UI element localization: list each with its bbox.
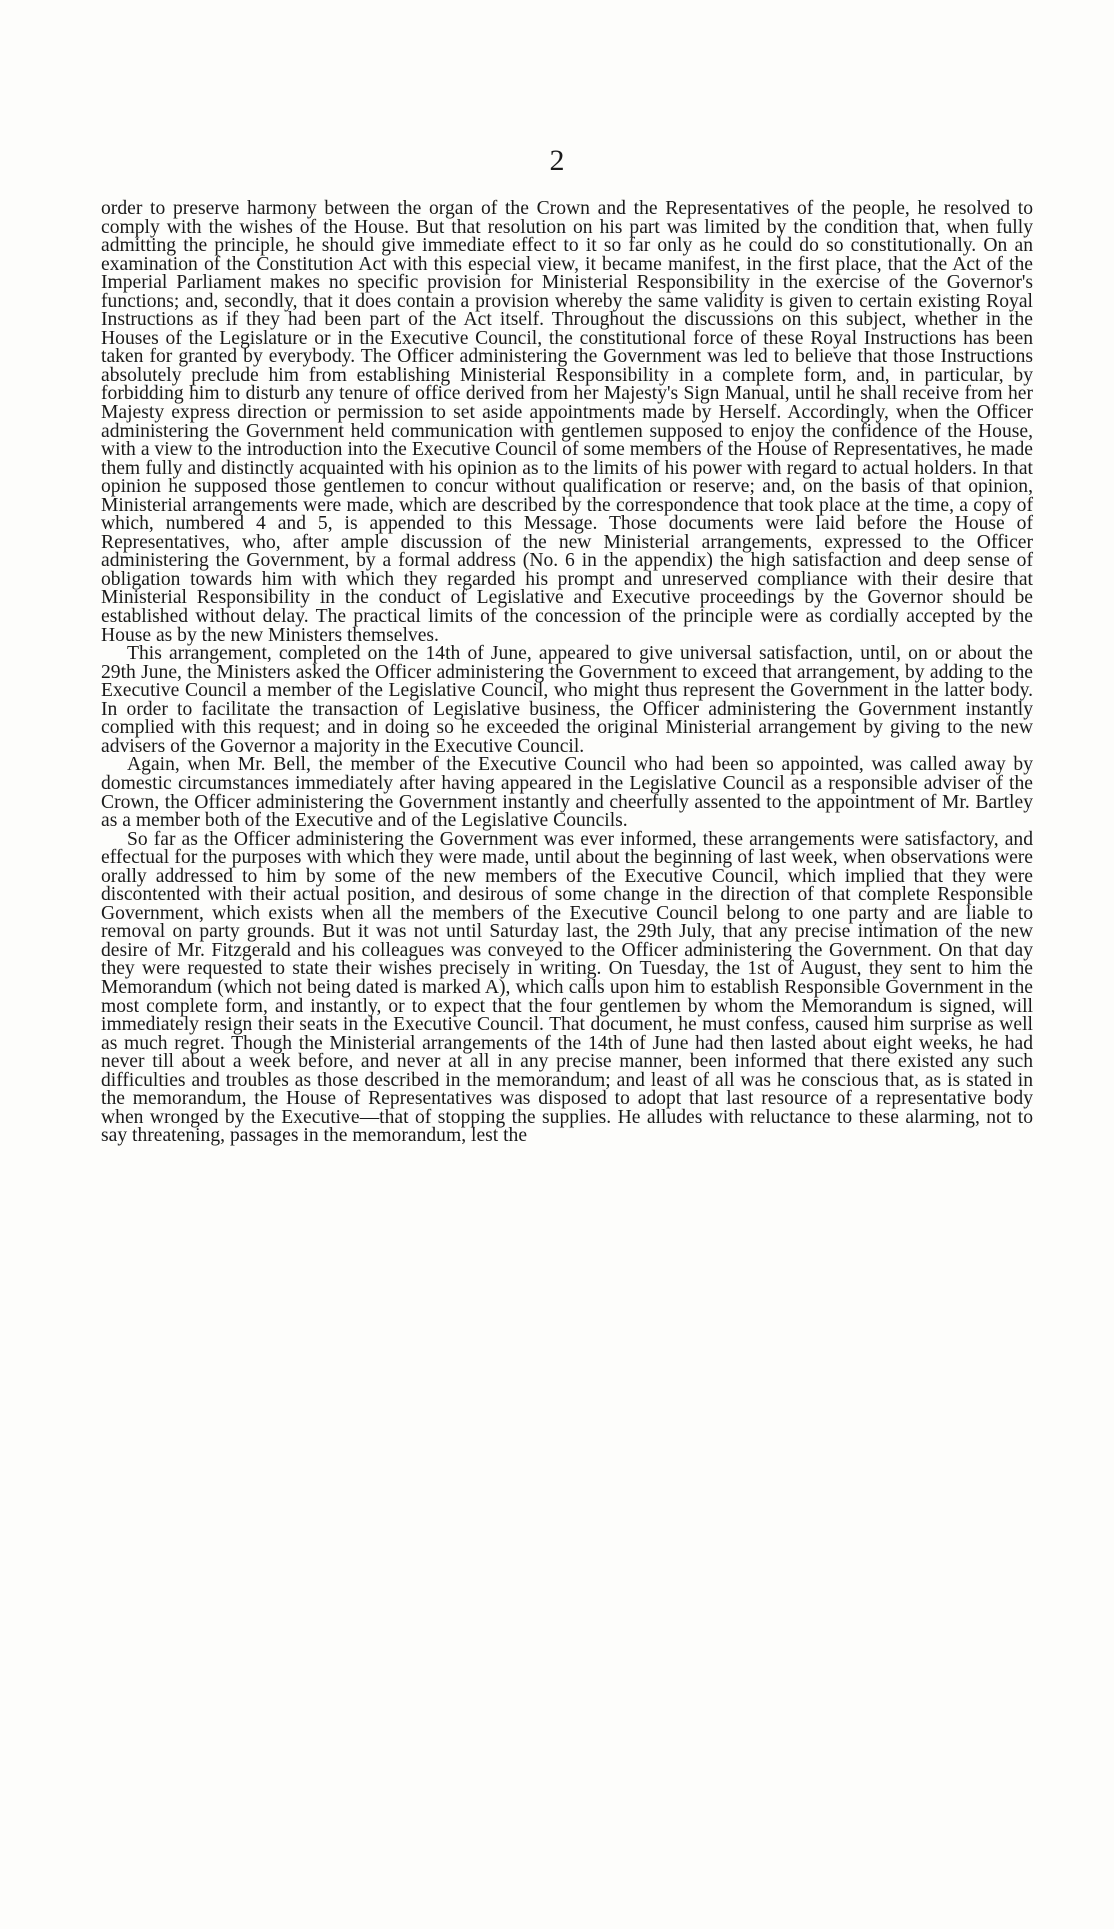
page-number: 2 bbox=[549, 144, 565, 177]
paragraph: This arrangement, completed on the 14th of June, appeared to give universal satisfaction, until, on or about the 29th June, the Ministers asked the Officer administering the Government to exceed that arrangement, by adding to the Executive Council a member of the Legislative Council, who might thus represent the Government in the latter body. In order to facilitate the transaction of Legislative business, the Officer administering the Government instantly complied with this request; and in doing so he exceeded the original Ministerial arrangement by giving to the new advisers of the Governor a majority in the Executive Council. bbox=[101, 643, 1033, 757]
paragraph: So far as the Officer administering the Government was ever informed, these arrangements were satisfactory, and effectual for the purposes with which they were made, until about the beginning of last week, when observations were orally addressed to him by some of the new members of the Executive Council, which implied that they were discontented with their actual position, and desirous of some change in the direction of that complete Responsible Government, which exists when all the members of the Executive Council belong to one party and are liable to removal on party grounds. But it was not until Saturday last, the 29th July, that any precise intimation of the new desire of Mr. Fitzgerald and his colleagues was conveyed to the Officer administering the Government. On that day they were requested to state their wishes precisely in writing. On Tuesday, the 1st of August, they sent to him the Memorandum (which not being dated is marked A), which calls upon him to establish Responsible Government in the most complete form, and instantly, or to expect that the four gentlemen by whom the Memorandum is signed, will immediately resign their seats in the Executive Council. That document, he must confess, caused him surprise as well as much regret. Though the Ministerial arrangements of the 14th of June had then lasted about eight weeks, he had never till about a week before, and never at all in any precise manner, been informed that there existed any such difficulties and troubles as those described in the memorandum; and least of all was he conscious that, as is stated in the memorandum, the House of Representatives was disposed to adopt that last resource of a representative body when wronged by the Executive—that of stopping the supplies. He alludes with reluctance to these alarming, not to say threatening, passages in the memorandum, lest the bbox=[101, 828, 1033, 1147]
document-body bbox=[101, 200, 1033, 1146]
paragraph: order to preserve harmony between the organ of the Crown and the Representatives of the people, he resolved to comply with the wishes of the House. But that resolution on his part was limited by the condition that, when fully admitting the principle, he should give immediate effect to it so far only as he could do so constitutionally. On an examination of the Constitution Act with this especial view, it became manifest, in the first place, that the Act of the Imperial Parliament makes no specific provision for Ministerial Responsibility in the exercise of the Governor's functions; and, secondly, that it does contain a provision whereby the same validity is given to certain existing Royal Instructions as if they had been part of the Act itself. Throughout the discussions on this subject, whether in the Houses of the Legislature or in the Executive Council, the constitutional force of these Royal Instructions has been taken for granted by everybody. The Officer administering the Government was led to believe that those Instructions absolutely preclude him from establishing Ministerial Responsibility in a complete form, and, in particular, by forbidding him to disturb any tenure of office derived from her Majesty's Sign Manual, until he shall receive from her Majesty express direction or permission to set aside appointments made by Herself. Accordingly, when the Officer administering the Government held communication with gentlemen supposed to enjoy the confidence of the House, with a view to the introduction into the Executive Council of some members of the House of Representatives, he made them fully and distinctly acquainted with his opinion as to the limits of his power with regard to actual holders. In that opinion he supposed those gentlemen to concur without qualification or reserve; and, on the basis of that opinion, Ministerial arrangements were made, which are described by the correspondence that took place at the time, a copy of which, numbered 4 and 5, is appended to this Message. Those documents were laid before the House of Representatives, who, after ample discussion of the new Ministerial arrangements, expressed to the Officer administering the Government, by a formal address (No. 6 in the appendix) the high satisfaction and deep sense of obligation towards him with which they regarded his prompt and unreserved compliance with their desire that Ministerial Responsibility in the conduct of Legislative and Executive proceedings by the Governor should be established without delay. The practical limits of the concession of the principle were as cordially accepted by the House as by the new Ministers themselves. bbox=[101, 198, 1033, 646]
paragraph: Again, when Mr. Bell, the member of the Executive Council who had been so appointed, was called away by domestic circumstances immediately after having appeared in the Legislative Council as a responsible adviser of the Crown, the Officer administering the Government instantly and cheerfully assented to the appointment of Mr. Bartley as a member both of the Executive and of the Legislative Councils. bbox=[101, 754, 1033, 832]
